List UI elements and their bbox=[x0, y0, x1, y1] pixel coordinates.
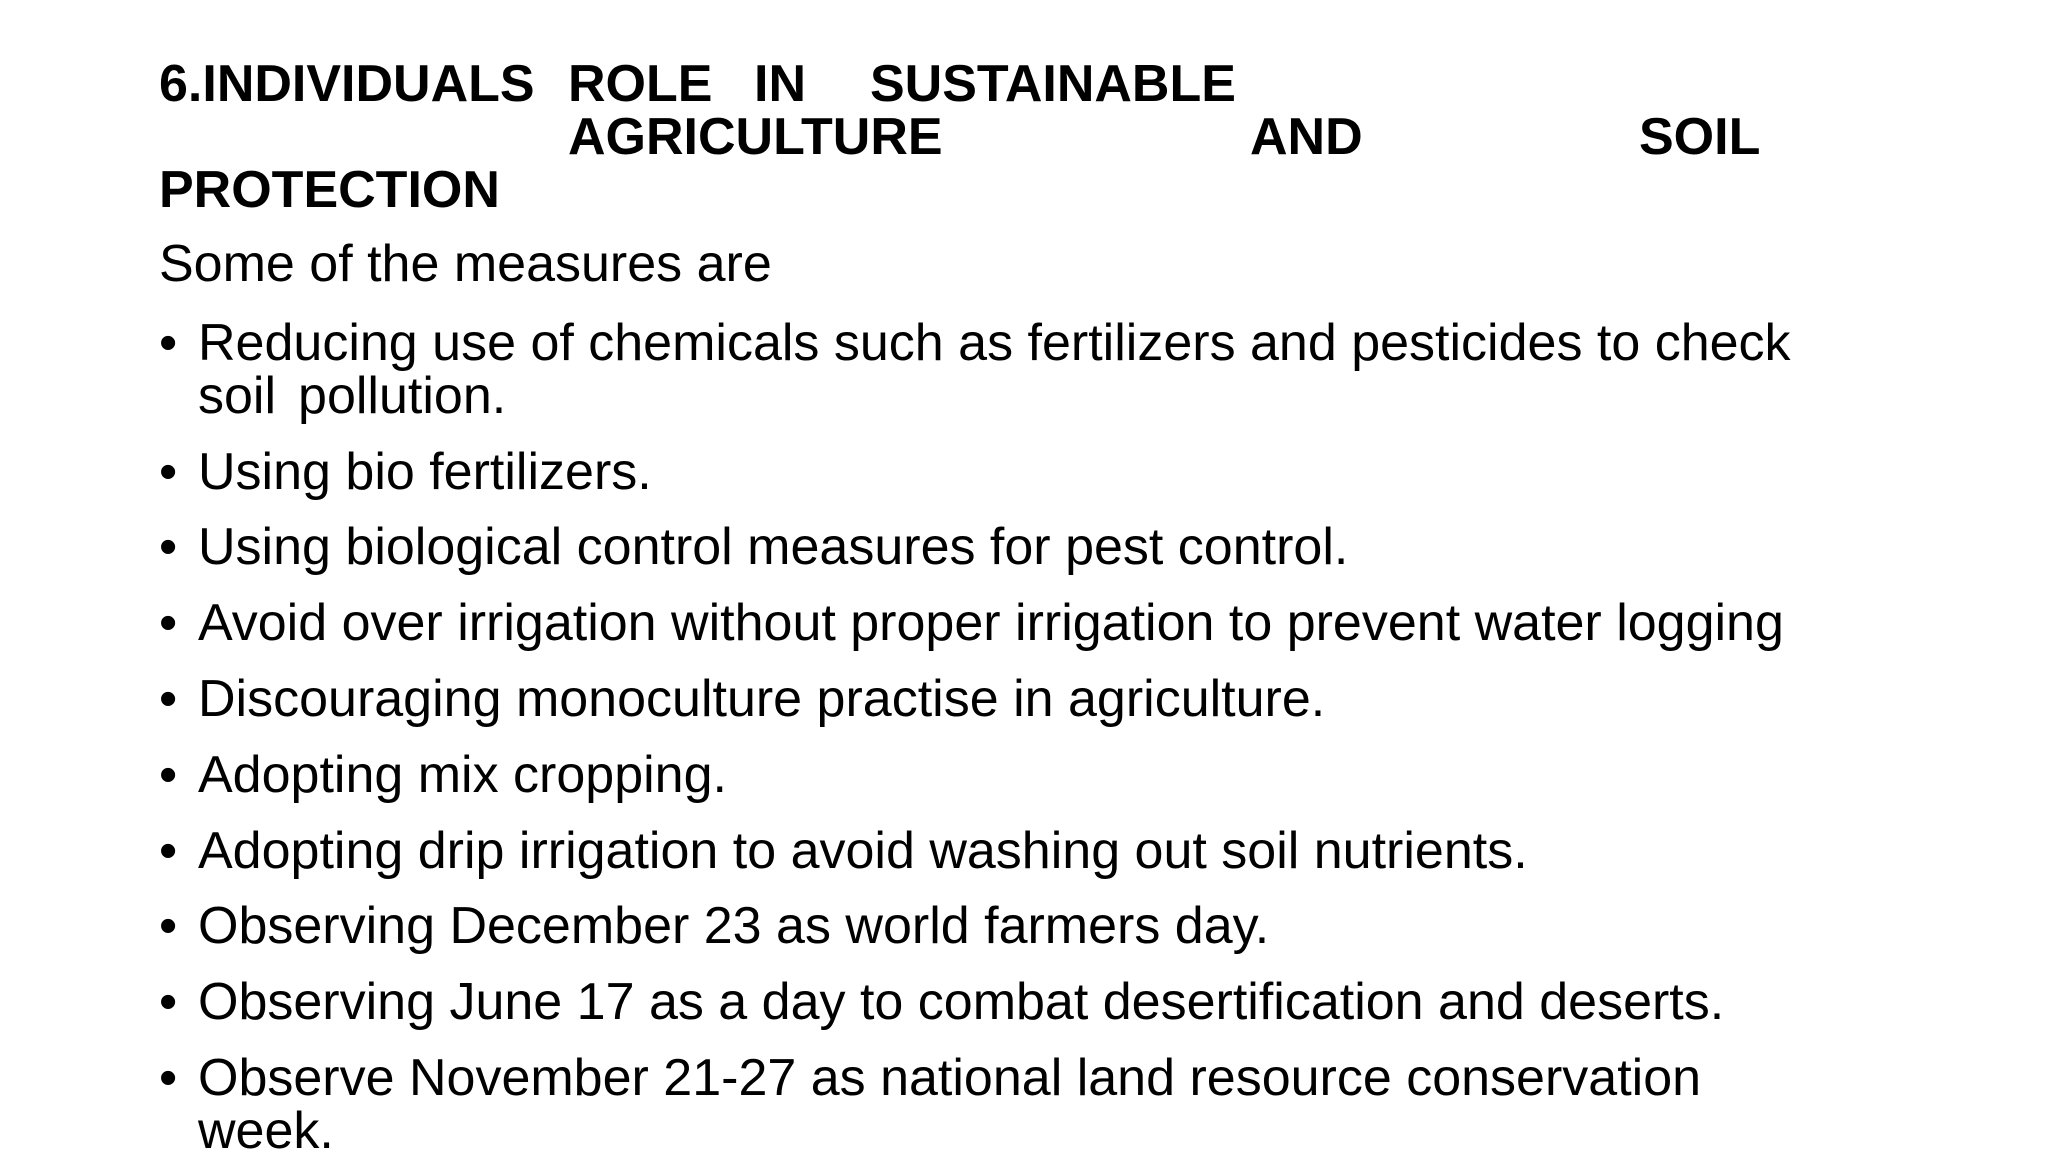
title-word: SUSTAINABLE bbox=[870, 55, 1236, 113]
title-word: AGRICULTURE bbox=[568, 108, 943, 166]
list-item-line: soil bbox=[198, 367, 277, 425]
list-item-text bbox=[198, 1049, 1702, 1152]
list-item-text: Observing December 23 as world farmers day. bbox=[198, 897, 1270, 955]
bullet-icon: • bbox=[159, 822, 178, 880]
bullet-icon: • bbox=[159, 746, 178, 804]
title-word: PROTECTION bbox=[159, 161, 500, 219]
title-word: AND bbox=[1250, 108, 1363, 166]
list-item-text: Avoid over irrigation without proper irrigation to prevent water logging bbox=[198, 594, 1784, 652]
list-item-line: pollution. bbox=[298, 367, 507, 425]
list-item-line: Reducing use of chemicals such as fertilizers and pesticides to check bbox=[198, 314, 1791, 372]
list-item-text bbox=[198, 314, 1791, 425]
list-item-text: Observing June 17 as a day to combat desertification and deserts. bbox=[198, 973, 1725, 1031]
list-item-text: Using bio fertilizers. bbox=[198, 443, 652, 501]
bullet-icon: • bbox=[159, 594, 178, 652]
list-item-line: week. bbox=[198, 1102, 334, 1152]
title-word: 6.INDIVIDUALS bbox=[159, 55, 535, 113]
title-word: IN bbox=[754, 55, 806, 113]
intro-text: Some of the measures are bbox=[159, 235, 772, 293]
bullet-icon: • bbox=[159, 897, 178, 955]
list-item-text: Adopting drip irrigation to avoid washing out soil nutrients. bbox=[198, 822, 1528, 880]
bullet-icon: • bbox=[159, 314, 178, 372]
title-word: SOIL bbox=[1639, 108, 1761, 166]
list-item-text: Adopting mix cropping. bbox=[198, 746, 727, 804]
bullet-icon: • bbox=[159, 1049, 178, 1107]
title-word: ROLE bbox=[568, 55, 713, 113]
list-item-text: Using biological control measures for pest control. bbox=[198, 518, 1349, 576]
bullet-icon: • bbox=[159, 973, 178, 1031]
bullet-icon: • bbox=[159, 670, 178, 728]
bullet-icon: • bbox=[159, 518, 178, 576]
bullet-icon: • bbox=[159, 443, 178, 501]
list-item-text: Discouraging monoculture practise in agriculture. bbox=[198, 670, 1326, 728]
list-item-line: Observe November 21-27 as national land resource conservation bbox=[198, 1049, 1702, 1107]
